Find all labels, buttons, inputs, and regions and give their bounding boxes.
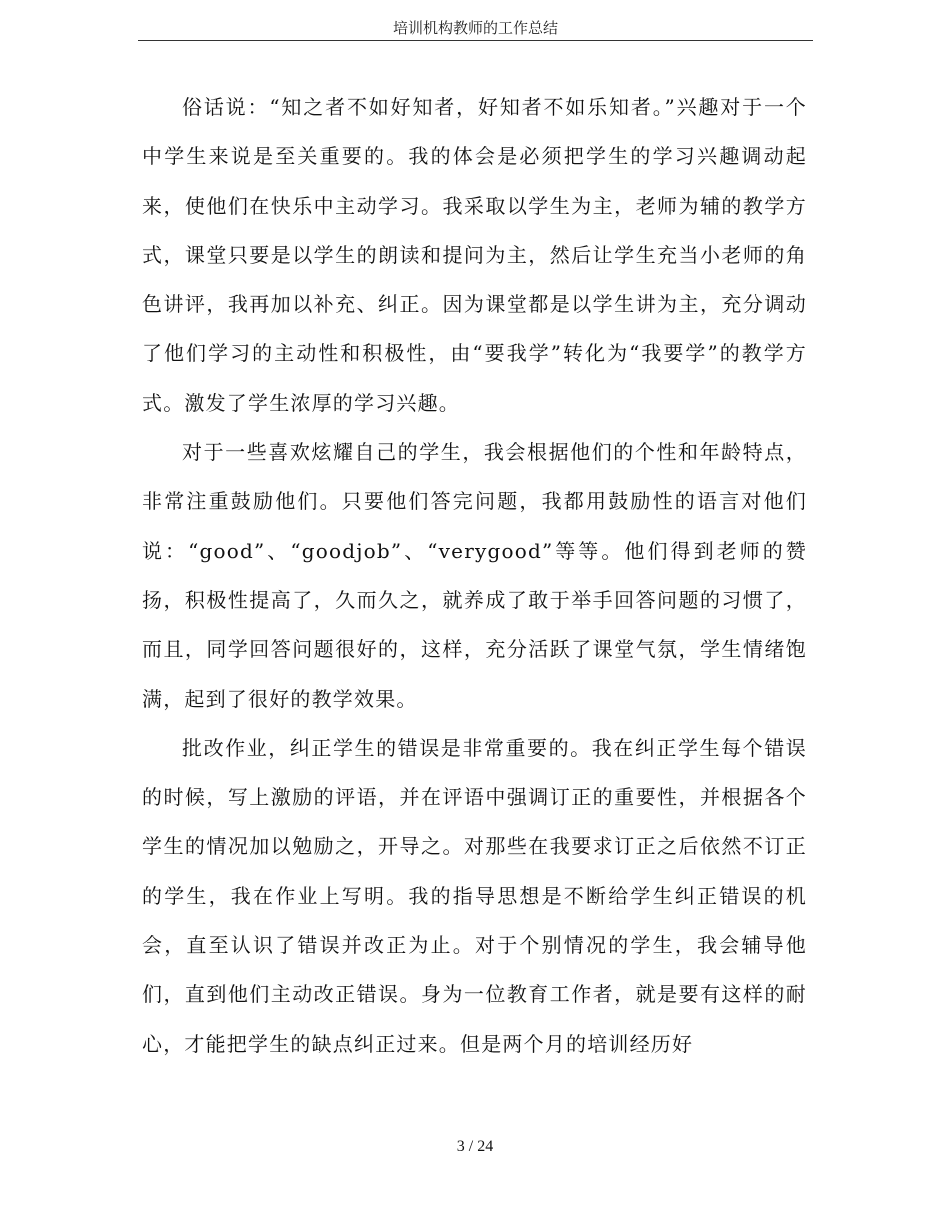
document-body [142,83,807,1069]
paragraph: 批改作业，纠正学生的错误是非常重要的。我在纠正学生每个错误的时候，写上激励的评语，并在评语中强调订正的重要性，并根据各个学生的情况加以勉励之，开导之。对那些在我要求订正之后依然不订正的学生，我在作业上写明。我的指导思想是不断给学生纠正错误的机会，直至认识了错误并改正为止。对于个别情况的学生，我会辅导他们，直到他们主动改正错误。身为一位教育工作者，就是要有这样的耐心，才能把学生的缺点纠正过来。但是两个月的培训经历好 [142,735,807,1056]
page-header-title: 培训机构教师的工作总结 [392,19,558,37]
paragraph: 俗话说：“知之者不如好知者，好知者不如乐知者。”兴趣对于一个中学生来说是至关重要的。我的体会是必须把学生的学习兴趣调动起来，使他们在快乐中主动学习。我采取以学生为主，老师为辅的教学方式，课堂只要是以学生的朗读和提问为主，然后让学生充当小老师的角色讲评，我再加以补充、纠正。因为课堂都是以学生讲为主，充分调动了他们学习的主动性和积极性，由“要我学”转化为“我要学”的教学方式。激发了学生浓厚的学习兴趣。 [142,95,807,415]
paragraph: 对于一些喜欢炫耀自己的学生，我会根据他们的个性和年龄特点，非常注重鼓励他们。只要他们答完问题，我都用鼓励性的语言对他们说：“good”、“goodjob”、“verygood”等等。他们得到老师的赞扬，积极性提高了，久而久之，就养成了敢于举手回答问题的习惯了，而且，同学回答问题很好的，这样，充分活跃了课堂气氛，学生情绪饱满，起到了很好的教学效果。 [142,440,807,711]
header-divider [138,40,813,41]
page-number: 3 / 24 [456,1138,494,1155]
